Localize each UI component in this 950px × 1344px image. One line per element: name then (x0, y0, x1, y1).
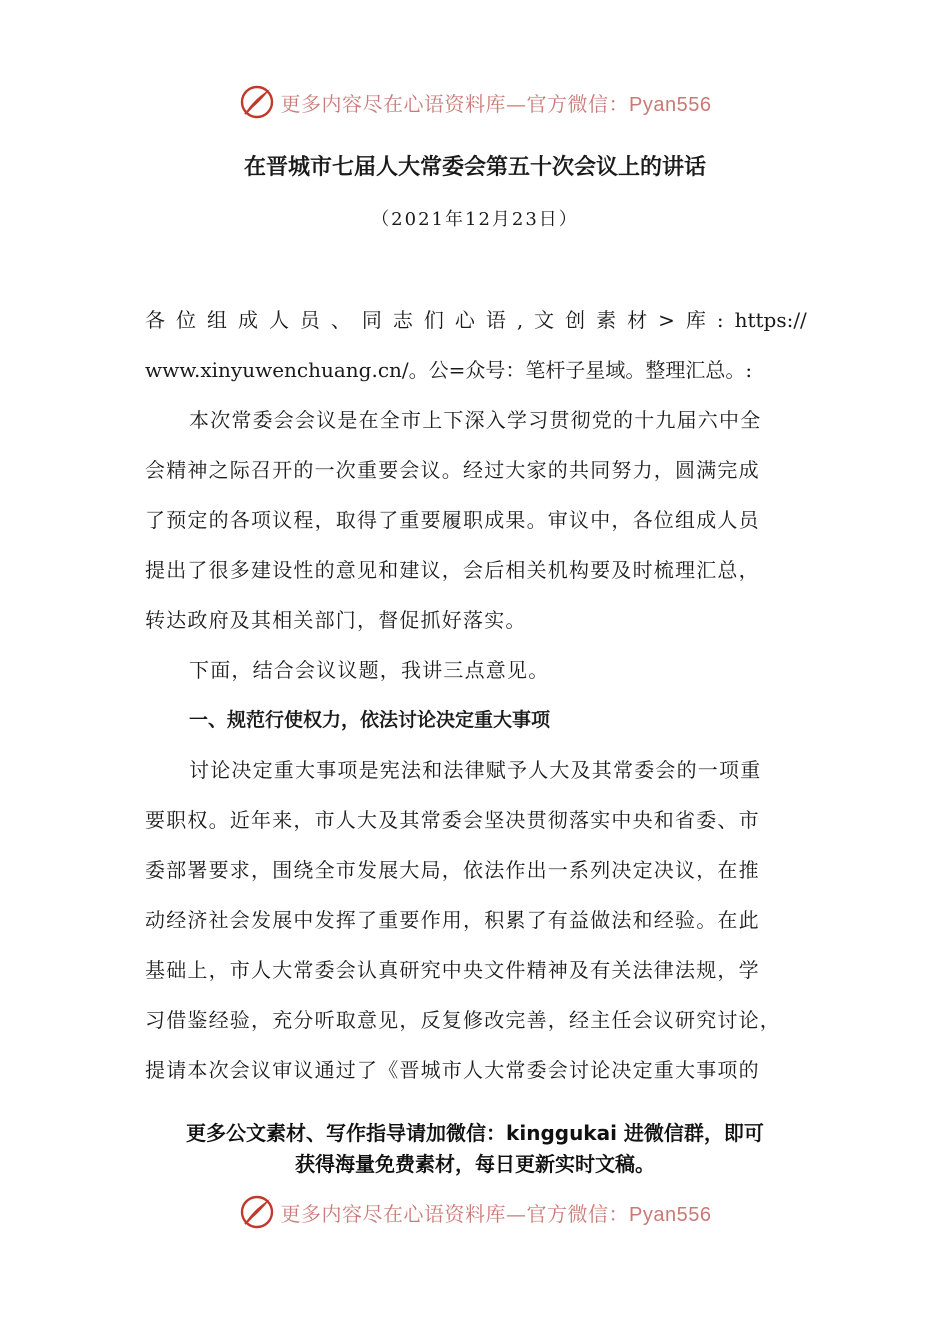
salutation-char: 组 (206, 308, 227, 332)
salutation-char: > (658, 308, 675, 332)
body-line: 要职权。近年来，市人大及其常委会坚决贯彻落实中央和省委、市 (145, 808, 760, 832)
watermark-banner-top (0, 82, 950, 122)
body-line: 习借鉴经验，充分听取意见，反复修改完善，经主任会议研究讨论， (145, 1008, 781, 1032)
salutation-char: 志 (392, 308, 413, 332)
body-line: 提请本次会议审议通过了《晋城市人大常委会讨论决定重大事项的 (145, 1058, 760, 1082)
body-line: 下面，结合会议议题，我讲三点意见。 (189, 658, 550, 682)
salutation-char: 成 (237, 308, 258, 332)
body-line: 转达政府及其相关部门，督促抓好落实。 (145, 608, 527, 632)
body-line: www.xinyuwenchuang.cn/。公=众号：笔杆子星域。整理汇总。: (145, 358, 753, 382)
body-line: 基础上，市人大常委会认真研究中央文件精神及有关法律法规，学 (145, 958, 760, 982)
document-body (145, 295, 807, 1095)
salutation-char: 同 (361, 308, 382, 332)
salutation-char: : (716, 308, 724, 332)
body-line: 讨论决定重大事项是宪法和法律赋予人大及其常委会的一项重 (189, 758, 762, 782)
footer-notice (0, 1118, 950, 1180)
body-line: 了预定的各项议程，取得了重要履职成果。审议中，各位组成人员 (145, 508, 760, 532)
salutation-char: 文 (534, 308, 555, 332)
footer-line-2: 获得海量免费素材，每日更新实时文稿。 (295, 1152, 655, 1176)
salutation-char: 材 (627, 308, 648, 332)
quill-logo-icon (239, 1194, 275, 1230)
quill-logo-icon (239, 84, 275, 120)
salutation-char: https:// (734, 308, 807, 332)
body-line: 委部署要求，围绕全市发展大局，依法作出一系列决定决议，在推 (145, 858, 760, 882)
salutation-line (145, 295, 807, 345)
salutation-char: 、 (330, 308, 351, 332)
section-heading: 一、规范行使权力，依法讨论决定重大事项 (189, 709, 551, 731)
body-line: 本次常委会会议是在全市上下深入学习贯彻党的十九届六中全 (189, 408, 762, 432)
watermark-text: 更多内容尽在心语资料库—官方微信：Pyan556 (280, 91, 712, 116)
salutation-char: 们 (423, 308, 444, 332)
salutation-char: , (516, 308, 524, 332)
salutation-char: 员 (299, 308, 320, 332)
salutation-char: 人 (268, 308, 289, 332)
document-title: 在晋城市七届人大常委会第五十次会议上的讲话 (243, 154, 706, 180)
salutation-char: 创 (565, 308, 586, 332)
watermark-text: 更多内容尽在心语资料库—官方微信：Pyan556 (280, 1201, 712, 1226)
salutation-char: 位 (175, 308, 196, 332)
body-line: 动经济社会发展中发挥了重要作用，积累了有益做法和经验。在此 (145, 908, 760, 932)
salutation-char: 语 (485, 308, 506, 332)
salutation-char: 心 (454, 308, 475, 332)
body-line: 会精神之际召开的一次重要会议。经过大家的共同努力，圆满完成 (145, 458, 760, 482)
body-line: 提出了很多建设性的意见和建议，会后相关机构要及时梳理汇总， (145, 558, 760, 582)
salutation-char: 各 (145, 308, 165, 332)
salutation-char: 库 (685, 308, 706, 332)
document-date: （2021年12月23日） (371, 209, 579, 230)
footer-line-1: 更多公文素材、写作指导请加微信：kinggukai 进微信群，即可 (186, 1121, 764, 1145)
watermark-banner-bottom (0, 1192, 950, 1232)
salutation-char: 素 (596, 308, 617, 332)
